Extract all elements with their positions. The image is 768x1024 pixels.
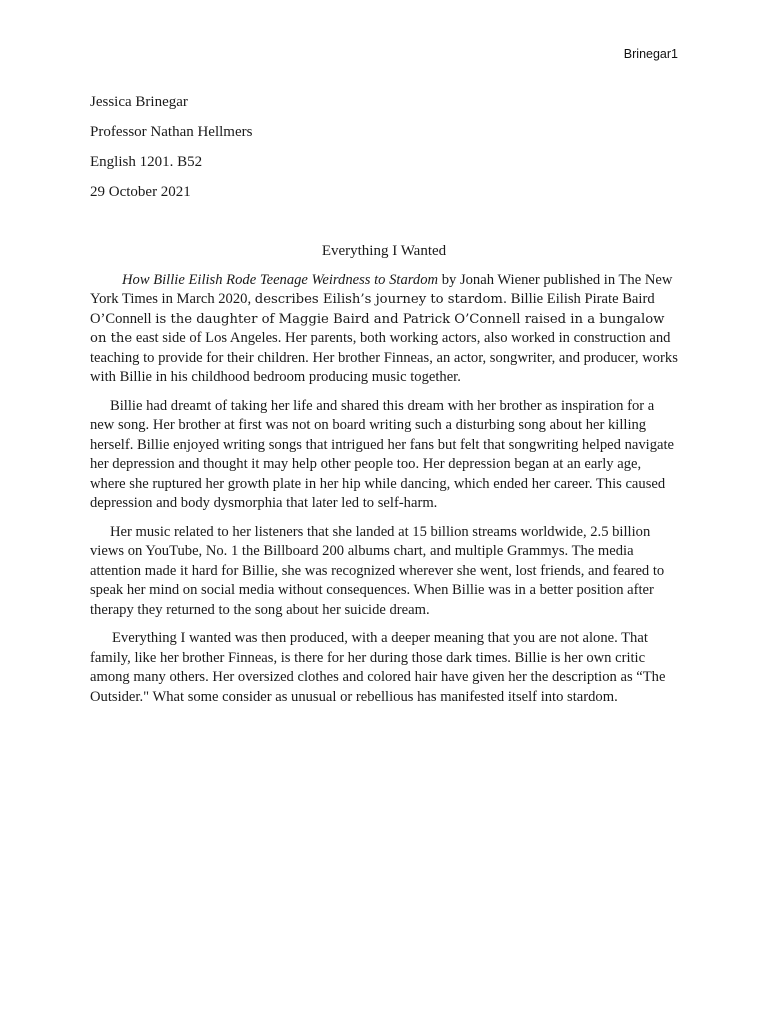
essay-title: Everything I Wanted: [321, 243, 447, 259]
article-title: How Billie Eilish Rode Teenage Weirdness to Stardom: [122, 272, 439, 288]
paragraph-1-text-c: Billie Eilish Pirate Baird O’Connell: [90, 291, 655, 327]
paragraph-4: Everything I wanted was then produced, with a deeper meaning that you are not alone. That family, like her brother Finneas, is there for her during those dark times. Billie is her own critic among many others. Her oversized clothes and colored hair have given her the description as “The Outsider." What some consider as unusual or rebellious has manifested itself into stardom.: [90, 630, 666, 705]
paragraph-1: [90, 271, 678, 387]
paragraph-1-text-e: east side of Los Angeles. Her parents, both working actors, also worked in construction and teaching to provide for their children. Her brother Finneas, an actor, songwriter, and producer, works with Billie in his childhood bedroom producing music together.: [90, 330, 678, 386]
date: 29 October 2021: [90, 184, 191, 200]
author-name: Jessica Brinegar: [90, 94, 188, 110]
course-name: English 1201. B52: [90, 154, 203, 170]
essay-body: [90, 271, 678, 717]
professor-name: Professor Nathan Hellmers: [90, 124, 253, 140]
paragraph-3: Her music related to her listeners that she landed at 15 billion streams worldwide, 2.5 billion views on YouTube, No. 1 the Billboard 200 albums chart, and multiple Grammys. The media attention made it hard for Billie, she was recognized wherever she went, lost friends, and feared to speak her mind on social media without consequences. When Billie was in a better position after therapy they returned to the song about her suicide dream.: [90, 523, 665, 618]
mla-heading: [90, 92, 690, 212]
paragraph-1-text-a: by Jonah Wiener published in The New York Times in March 2020,: [90, 272, 673, 308]
paragraph-1-text-d: is the daughter of Maggie Baird and Patrick O’Connell raised in a bungalow on the: [90, 311, 665, 347]
paragraph-2: Billie had dreamt of taking her life and shared this dream with her brother as inspiration for a new song. Her brother at first was not on board writing such a disturbing song about her killing herself. Billie enjoyed writing songs that intrigued her fans but felt that songwriting helped navigate her depression and thought it may help other people too. Her depression began at an early age, where she ruptured her growth plate in her hip while dancing, which ended her career. This caused depression and body dysmorphia that later led to self-harm.: [90, 397, 675, 511]
running-head: Brinegar1: [623, 47, 678, 61]
paragraph-1-text-b: describes Eilish’s journey to stardom.: [254, 292, 508, 308]
